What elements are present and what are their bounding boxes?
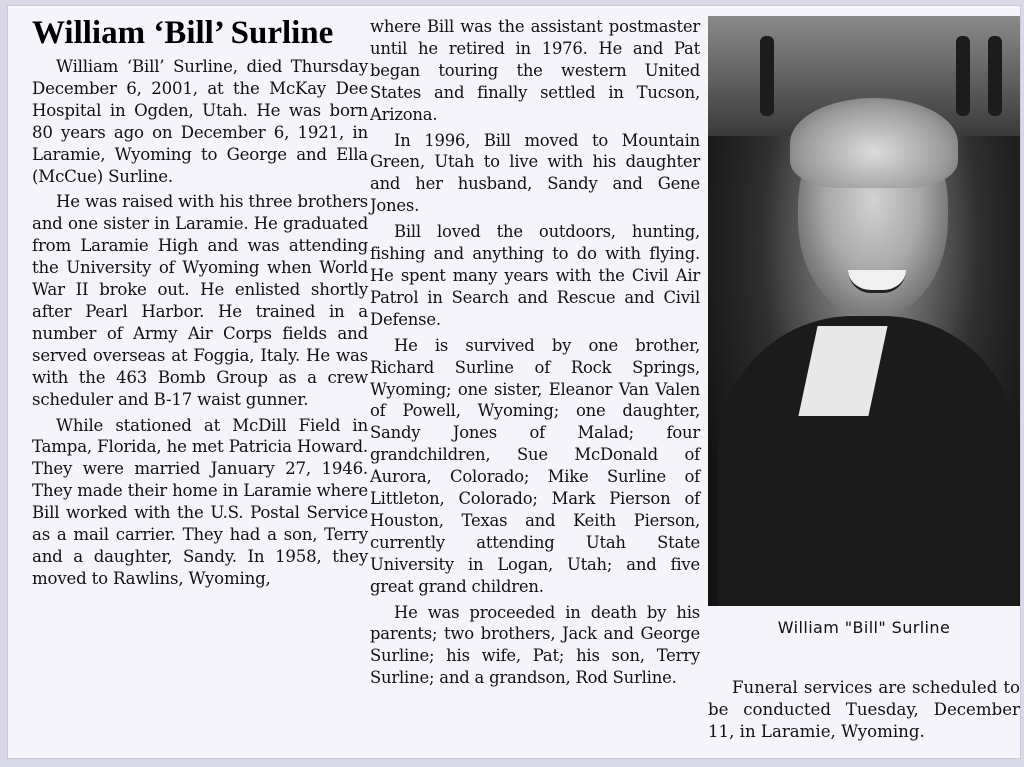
obituary-paragraph: where Bill was the assistant postmaster until he retired in 1976. He and Pat began touring the western United States and finally settled in Tucson, Arizona. [370,17,700,124]
obituary-clipping [8,6,1020,758]
photo-hair [790,98,958,188]
obituary-paragraph: While stationed at McDill Field in Tampa, Florida, he met Patricia Howard. They were married January 27, 1946. They made their home in Laramie where Bill worked with the U.S. Postal Service as a mail carrier. They had a son, Terry and a daughter, Sandy. In 1958, they moved to Rawlins, Wyoming, [32,415,368,588]
photo-caption: William "Bill" Surline [777,618,951,637]
obituary-paragraph: He is survived by one brother, Richard Surline of Rock Springs, Wyoming; one sister, Eleanor Van Valen of Powell, Wyoming; one daughter, Sandy Jones of Malad; four grandchildren, Sue McDonald of Aurora, Colorado; Mike Surline of Littleton, Colorado; Mark Pierson of Houston, Texas and Keith Pierson, currently attending Utah State University in Logan, Utah; and five great grand children. [370,335,700,596]
obituary-paragraph: He was raised with his three brothers and one sister in Laramie. He graduated from Laramie High and was attending the University of Wyoming when World War II broke out. He enlisted shortly after Pearl Harbor. He trained in a number of Army Air Corps fields and served overseas at Foggia, Italy. He was with the 463 Bomb Group as a crew scheduler and B-17 waist gunner. [32,192,368,409]
obituary-headline: William ‘Bill’ Surline [32,15,334,51]
obituary-paragraph: He was proceeded in death by his parents; two brothers, Jack and George Surline; his wife, Pat; his son, Terry Surline; and a grandson, Rod Surline. [370,602,700,688]
photo-chair-post [988,36,1002,116]
column-2 [370,16,700,689]
obituary-paragraph: William ‘Bill’ Surline, died Thursday December 6, 2001, at the McKay Dee Hospital in Ogden, Utah. He was born 80 years ago on December 6, 1921, in Laramie, Wyoming to George and Ella (McCue) Surline. [32,57,368,186]
photo-chair-post [760,36,774,116]
portrait-photo [708,16,1020,606]
obituary-paragraph: Bill loved the outdoors, hunting, fishing and anything to do with flying. He spent many years with the Civil Air Patrol in Search and Rescue and Civil Defense. [370,222,700,329]
funeral-notice: Funeral services are scheduled to be conducted Tuesday, December 11, in Laramie, Wyoming. [708,678,1020,741]
photo-chair-post [956,36,970,116]
obituary-paragraph: In 1996, Bill moved to Mountain Green, Utah to live with his daughter and her husband, Sandy and Gene Jones. [370,130,700,216]
column-3 [708,16,1020,743]
column-1 [32,14,368,590]
